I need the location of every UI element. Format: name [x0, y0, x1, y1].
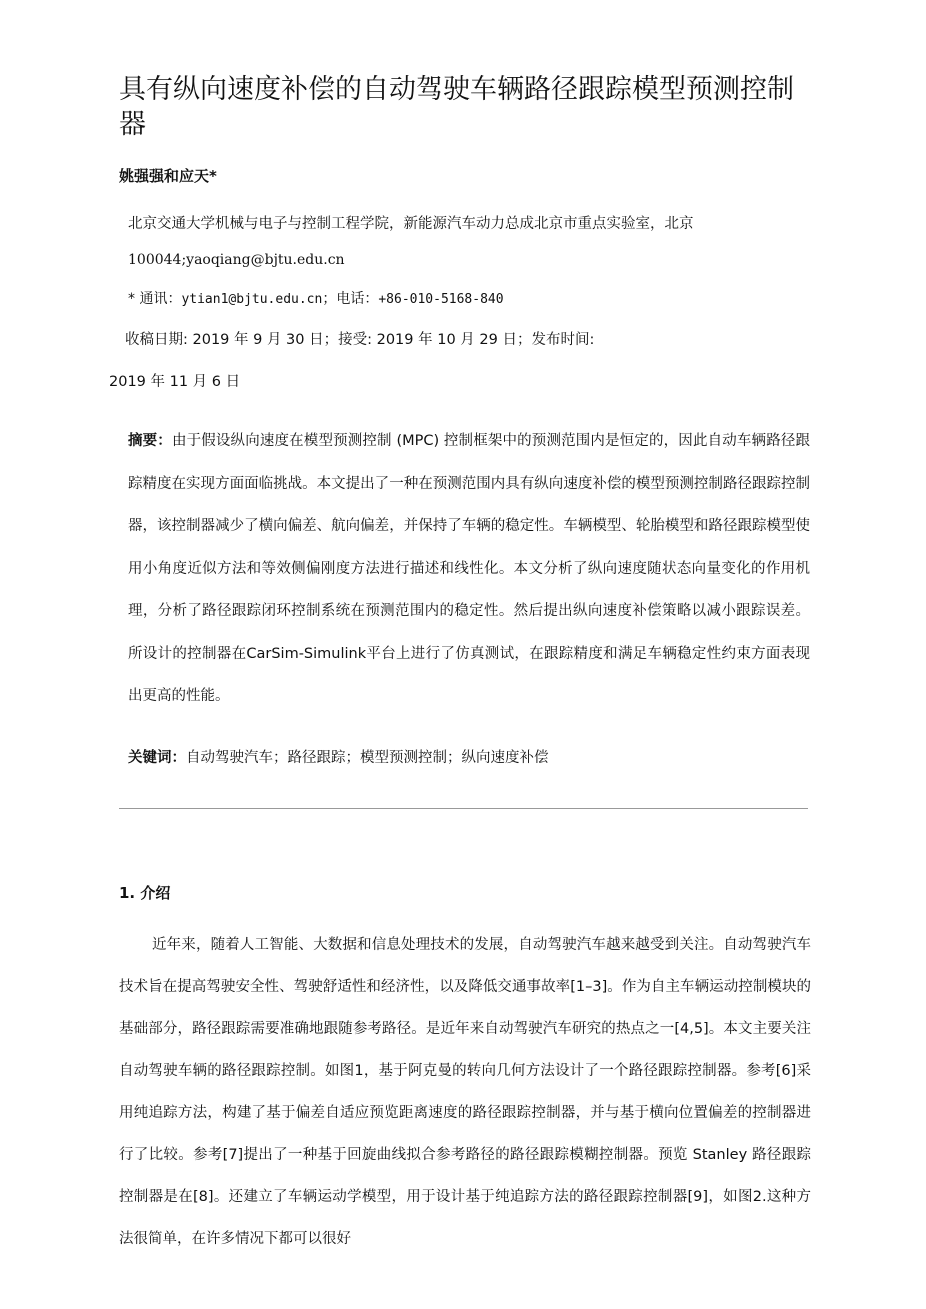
page-title: 具有纵向速度补偿的自动驾驶车辆路径跟踪模型预测控制器 [119, 74, 794, 140]
intro-paragraph: 近年来，随着人工智能、大数据和信息处理技术的发展，自动驾驶汽车越来越受到关注。自动驾驶汽车技术旨在提高驾驶安全性、驾驶舒适性和经济性，以及降低交通事故率[1–3]。作为自主车辆运动控制模块的基础部分，路径跟踪需要准确地跟随参考路径。是近年来自动驾驶汽车研究的热点之一[4,5]。本文主要关注自动驾驶车辆的路径跟踪控制。如图1，基于阿克曼的转向几何方法设计了一个路径跟踪控制器。参考[6]采用纯追踪方法，构建了基于偏差自适应预览距离速度的路径跟踪控制器，并与基于横向位置偏差的控制器进行了比较。参考[7]提出了一种基于回旋曲线拟合参考路径的路径跟踪模糊控制器。预览 Stanley 路径跟踪控制器是在[8]。还建立了车辆运动学模型，用于设计基于纯追踪方法的路径跟踪控制器[9]，如图2.这种方法很简单，在许多情况下都可以很好 [119, 937, 811, 1247]
affiliation-line-1: 北京交通大学机械与电子与控制工程学院，新能源汽车动力总成北京市重点实验室，北京 [128, 216, 694, 232]
correspondence-label: * 通讯： [128, 291, 182, 307]
section-title: 介绍 [140, 884, 171, 902]
keywords-text: 自动驾驶汽车；路径跟踪；模型预测控制；纵向速度补偿 [186, 750, 549, 766]
dates-line-2: 2019 年 11 月 6 日 [109, 374, 241, 390]
abstract [128, 420, 810, 718]
affiliation-line-2: 100044;yaoqiang@bjtu.edu.cn [128, 252, 345, 268]
section-divider [119, 808, 808, 809]
correspondence [128, 288, 504, 308]
abstract-label: 摘要： [128, 433, 172, 449]
correspondence-email: ytian1@bjtu.edu.cn [181, 292, 323, 307]
abstract-text: 由于假设纵向速度在模型预测控制 (MPC) 控制框架中的预测范围内是恒定的，因此自动车辆路径跟踪精度在实现方面面临挑战。本文提出了一种在预测范围内具有纵向速度补偿的模型预测控制路径跟踪控制器，该控制器减少了横向偏差、航向偏差，并保持了车辆的稳定性。车辆模型、轮胎模型和路径跟踪模型使用小角度近似方法和等效侧偏刚度方法进行描述和线性化。本文分析了纵向速度随状态向量变化的作用机理，分析了路径跟踪闭环控制系统在预测范围内的稳定性。然后提出纵向速度补偿策略以减小跟踪误差。 所设计的控制器在CarSim-Simulink平台上进行了仿真测试，在跟踪精度和满足车辆稳定性约束方面表现出更高的性能。 [128, 433, 810, 704]
phone-label: ；电话： [322, 291, 379, 307]
correspondence-phone: +86-010-5168-840 [378, 292, 504, 307]
keywords-label: 关键词： [128, 750, 186, 766]
authors: 姚强强和应天* [119, 167, 217, 185]
section-number: 1. [119, 884, 136, 902]
dates-line-1: 收稿日期: 2019 年 9 月 30 日；接受: 2019 年 10 月 29 日；发布时间: [125, 332, 595, 348]
keywords [128, 746, 549, 767]
section-heading [119, 882, 170, 903]
